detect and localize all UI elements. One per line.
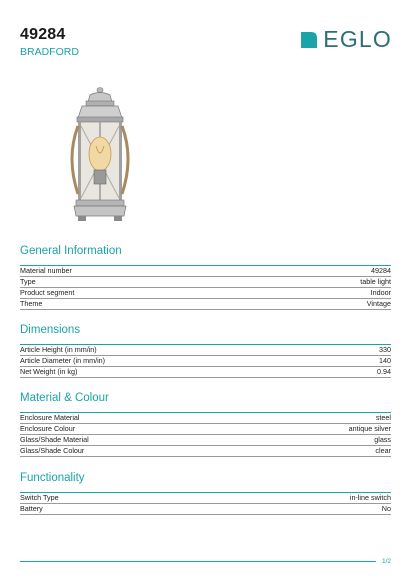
spec-label: Material number (20, 266, 72, 276)
section-functionality (20, 472, 391, 515)
spec-row (20, 413, 391, 424)
spec-value: Indoor (370, 288, 391, 298)
spec-label: Glass/Shade Colour (20, 446, 85, 456)
spec-label: Type (20, 277, 36, 287)
spec-row (20, 277, 391, 288)
spec-row (20, 446, 391, 457)
spec-row (20, 424, 391, 435)
spec-row (20, 367, 391, 378)
spec-value: steel (375, 413, 391, 423)
spec-value: clear (375, 446, 391, 456)
article-number: 49284 (20, 26, 66, 43)
section-title: Dimensions (20, 324, 81, 336)
spec-row (20, 299, 391, 310)
brand-logo (299, 26, 392, 53)
section-title: Material & Colour (20, 392, 109, 404)
spec-row (20, 288, 391, 299)
spec-value: in-line switch (349, 493, 391, 503)
section-material-colour (20, 392, 391, 457)
product-name: BRADFORD (20, 46, 79, 58)
page-indicator: 1/2 (381, 558, 391, 565)
spec-label: Glass/Shade Material (20, 435, 89, 445)
spec-row (20, 504, 391, 515)
spec-value: Vintage (366, 299, 391, 309)
spec-label: Article Height (in mm/in) (20, 345, 97, 355)
product-header (20, 26, 79, 58)
spec-label: Article Diameter (in mm/in) (20, 356, 106, 366)
spec-row (20, 493, 391, 504)
spec-label: Net Weight (in kg) (20, 367, 78, 377)
eglo-logo-icon (299, 30, 319, 50)
spec-label: Enclosure Colour (20, 424, 76, 434)
spec-value: glass (374, 435, 391, 445)
spec-row (20, 356, 391, 367)
logo-text: EGLO (323, 26, 392, 52)
spec-value: 49284 (371, 266, 391, 276)
spec-value: 140 (379, 356, 391, 366)
spec-row (20, 435, 391, 446)
spec-value: No (381, 504, 391, 514)
spec-value: table light (360, 277, 391, 287)
section-general-information (20, 245, 391, 310)
spec-value: 330 (379, 345, 391, 355)
page-footer (20, 558, 391, 565)
section-dimensions (20, 324, 391, 378)
spec-label: Switch Type (20, 493, 59, 503)
section-title: Functionality (20, 472, 85, 484)
spec-row (20, 345, 391, 356)
spec-label: Product segment (20, 288, 75, 298)
spec-value: antique silver (348, 424, 391, 434)
spec-label: Enclosure Material (20, 413, 80, 423)
footer-divider (20, 561, 376, 562)
section-title: General Information (20, 245, 122, 257)
spec-label: Battery (20, 504, 43, 514)
spec-value: 0.94 (377, 367, 391, 377)
product-image (60, 86, 140, 226)
spec-row (20, 266, 391, 277)
spec-label: Theme (20, 299, 43, 309)
